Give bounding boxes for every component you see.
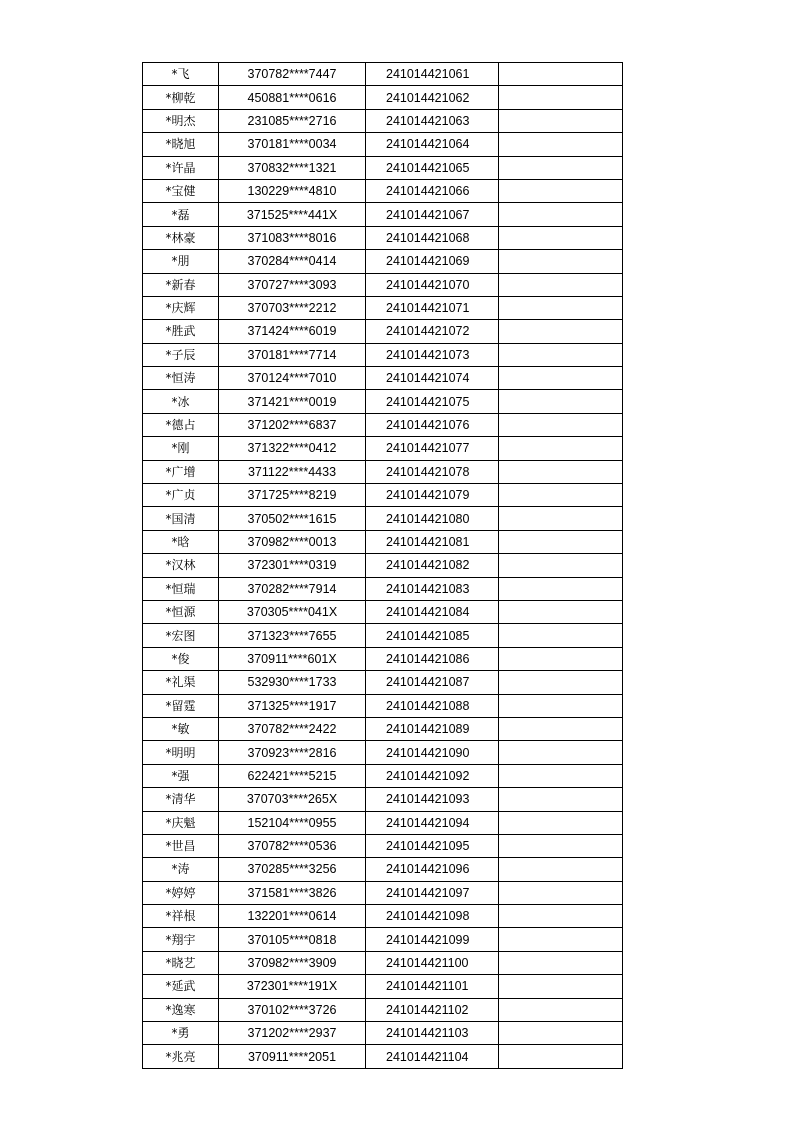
id-number-cell: 371325****1917 [219,694,366,717]
id-number-cell: 370982****0013 [219,530,366,553]
empty-cell [499,226,623,249]
registration-number-cell: 241014421069 [366,250,499,273]
name-cell: *祥根 [143,905,219,928]
id-number-cell: 372301****0319 [219,554,366,577]
id-number-cell: 371122****4433 [219,460,366,483]
empty-cell [499,647,623,670]
table-row [143,998,623,1021]
name-cell: *飞 [143,63,219,86]
empty-cell [499,203,623,226]
table-row [143,975,623,998]
registration-number-cell: 241014421076 [366,413,499,436]
table-row [143,600,623,623]
empty-cell [499,788,623,811]
name-cell: *汉林 [143,554,219,577]
table-row [143,858,623,881]
name-cell: *翔宇 [143,928,219,951]
empty-cell [499,717,623,740]
id-number-cell: 371323****7655 [219,624,366,647]
empty-cell [499,507,623,530]
registration-number-cell: 241014421075 [366,390,499,413]
empty-cell [499,63,623,86]
name-cell: *涛 [143,858,219,881]
name-cell: *国清 [143,507,219,530]
registration-number-cell: 241014421095 [366,834,499,857]
empty-cell [499,928,623,951]
id-number-cell: 532930****1733 [219,671,366,694]
registration-number-cell: 241014421087 [366,671,499,694]
registration-number-cell: 241014421077 [366,437,499,460]
registration-number-cell: 241014421065 [366,156,499,179]
empty-cell [499,273,623,296]
registration-number-cell: 241014421061 [366,63,499,86]
registration-number-cell: 241014421103 [366,1022,499,1045]
id-number-cell: 371581****3826 [219,881,366,904]
id-number-cell: 371083****8016 [219,226,366,249]
name-cell: *逸寒 [143,998,219,1021]
registration-number-cell: 241014421100 [366,951,499,974]
table-row [143,530,623,553]
empty-cell [499,343,623,366]
registration-number-cell: 241014421081 [366,530,499,553]
table-row [143,764,623,787]
empty-cell [499,460,623,483]
empty-cell [499,834,623,857]
registration-number-cell: 241014421092 [366,764,499,787]
empty-cell [499,413,623,436]
table-row [143,928,623,951]
id-number-cell: 132201****0614 [219,905,366,928]
id-number-cell: 370982****3909 [219,951,366,974]
table-row [143,179,623,202]
empty-cell [499,133,623,156]
table-row [143,413,623,436]
registration-number-cell: 241014421093 [366,788,499,811]
id-number-cell: 622421****5215 [219,764,366,787]
table-row [143,86,623,109]
name-cell: *恒涛 [143,367,219,390]
id-number-cell: 370923****2816 [219,741,366,764]
id-number-cell: 152104****0955 [219,811,366,834]
empty-cell [499,577,623,600]
empty-cell [499,858,623,881]
table-row [143,811,623,834]
table-row [143,905,623,928]
empty-cell [499,390,623,413]
id-number-cell: 370782****2422 [219,717,366,740]
name-cell: *子辰 [143,343,219,366]
name-cell: *清华 [143,788,219,811]
table-row [143,1022,623,1045]
name-cell: *婷婷 [143,881,219,904]
registration-number-cell: 241014421080 [366,507,499,530]
registration-number-cell: 241014421090 [366,741,499,764]
id-number-cell: 370727****3093 [219,273,366,296]
name-cell: *明杰 [143,109,219,132]
empty-cell [499,1022,623,1045]
registration-number-cell: 241014421070 [366,273,499,296]
empty-cell [499,975,623,998]
table-row [143,226,623,249]
id-number-cell: 370282****7914 [219,577,366,600]
table-row [143,203,623,226]
name-cell: *胜武 [143,320,219,343]
registration-number-cell: 241014421094 [366,811,499,834]
table-row [143,694,623,717]
name-cell: *许晶 [143,156,219,179]
id-number-cell: 371725****8219 [219,484,366,507]
empty-cell [499,156,623,179]
table-row [143,133,623,156]
id-number-cell: 370305****041X [219,600,366,623]
registration-number-cell: 241014421078 [366,460,499,483]
table-row [143,671,623,694]
empty-cell [499,881,623,904]
id-number-cell: 370285****3256 [219,858,366,881]
table-row [143,320,623,343]
table-row [143,109,623,132]
empty-cell [499,741,623,764]
id-number-cell: 370703****2212 [219,296,366,319]
id-number-cell: 372301****191X [219,975,366,998]
id-number-cell: 231085****2716 [219,109,366,132]
name-cell: *林豪 [143,226,219,249]
name-cell: *柳乾 [143,86,219,109]
name-cell: *恒源 [143,600,219,623]
roster-table [142,62,623,1069]
table-row [143,951,623,974]
table-row [143,834,623,857]
empty-cell [499,109,623,132]
registration-number-cell: 241014421086 [366,647,499,670]
table-row [143,296,623,319]
registration-number-cell: 241014421064 [366,133,499,156]
id-number-cell: 370832****1321 [219,156,366,179]
id-number-cell: 371202****6837 [219,413,366,436]
id-number-cell: 450881****0616 [219,86,366,109]
empty-cell [499,951,623,974]
name-cell: *恒瑞 [143,577,219,600]
table-row [143,343,623,366]
name-cell: *世昌 [143,834,219,857]
empty-cell [499,600,623,623]
id-number-cell: 370703****265X [219,788,366,811]
id-number-cell: 370911****601X [219,647,366,670]
table-row [143,250,623,273]
table-row [143,741,623,764]
table-row [143,367,623,390]
registration-number-cell: 241014421102 [366,998,499,1021]
registration-number-cell: 241014421066 [366,179,499,202]
id-number-cell: 370502****1615 [219,507,366,530]
name-cell: *刚 [143,437,219,460]
empty-cell [499,437,623,460]
name-cell: *晗 [143,530,219,553]
registration-number-cell: 241014421073 [366,343,499,366]
registration-number-cell: 241014421063 [366,109,499,132]
registration-number-cell: 241014421088 [366,694,499,717]
id-number-cell: 370181****0034 [219,133,366,156]
id-number-cell: 371421****0019 [219,390,366,413]
registration-number-cell: 241014421068 [366,226,499,249]
registration-number-cell: 241014421079 [366,484,499,507]
id-number-cell: 371202****2937 [219,1022,366,1045]
empty-cell [499,179,623,202]
id-number-cell: 370124****7010 [219,367,366,390]
name-cell: *宏图 [143,624,219,647]
table-row [143,881,623,904]
name-cell: *庆辉 [143,296,219,319]
registration-number-cell: 241014421082 [366,554,499,577]
empty-cell [499,1045,623,1068]
table-row [143,273,623,296]
id-number-cell: 370284****0414 [219,250,366,273]
table-row [143,788,623,811]
name-cell: *留霆 [143,694,219,717]
name-cell: *敏 [143,717,219,740]
name-cell: *强 [143,764,219,787]
registration-number-cell: 241014421089 [366,717,499,740]
registration-number-cell: 241014421083 [366,577,499,600]
name-cell: *明明 [143,741,219,764]
table-row [143,437,623,460]
name-cell: *广贞 [143,484,219,507]
registration-number-cell: 241014421097 [366,881,499,904]
registration-number-cell: 241014421072 [366,320,499,343]
registration-number-cell: 241014421101 [366,975,499,998]
name-cell: *庆魁 [143,811,219,834]
table-row [143,484,623,507]
empty-cell [499,367,623,390]
name-cell: *俊 [143,647,219,670]
registration-number-cell: 241014421084 [366,600,499,623]
empty-cell [499,250,623,273]
registration-number-cell: 241014421096 [366,858,499,881]
table-row [143,554,623,577]
id-number-cell: 371525****441X [219,203,366,226]
empty-cell [499,905,623,928]
empty-cell [499,671,623,694]
name-cell: *晓艺 [143,951,219,974]
name-cell: *礼渠 [143,671,219,694]
registration-number-cell: 241014421071 [366,296,499,319]
empty-cell [499,530,623,553]
table-row [143,577,623,600]
table-row [143,156,623,179]
id-number-cell: 130229****4810 [219,179,366,202]
name-cell: *晓旭 [143,133,219,156]
empty-cell [499,86,623,109]
empty-cell [499,694,623,717]
roster-table-body [143,63,623,1069]
id-number-cell: 370102****3726 [219,998,366,1021]
table-row [143,63,623,86]
registration-number-cell: 241014421062 [366,86,499,109]
name-cell: *德占 [143,413,219,436]
empty-cell [499,554,623,577]
empty-cell [499,484,623,507]
table-row [143,717,623,740]
empty-cell [499,811,623,834]
id-number-cell: 370782****7447 [219,63,366,86]
id-number-cell: 370105****0818 [219,928,366,951]
registration-number-cell: 241014421085 [366,624,499,647]
name-cell: *宝健 [143,179,219,202]
id-number-cell: 370181****7714 [219,343,366,366]
table-row [143,460,623,483]
id-number-cell: 371424****6019 [219,320,366,343]
empty-cell [499,320,623,343]
registration-number-cell: 241014421067 [366,203,499,226]
name-cell: *广增 [143,460,219,483]
name-cell: *磊 [143,203,219,226]
registration-number-cell: 241014421074 [366,367,499,390]
name-cell: *冰 [143,390,219,413]
name-cell: *朋 [143,250,219,273]
id-number-cell: 370782****0536 [219,834,366,857]
name-cell: *新春 [143,273,219,296]
table-row [143,647,623,670]
roster-table-container [142,62,623,1069]
table-row [143,1045,623,1068]
empty-cell [499,764,623,787]
name-cell: *勇 [143,1022,219,1045]
registration-number-cell: 241014421099 [366,928,499,951]
registration-number-cell: 241014421104 [366,1045,499,1068]
empty-cell [499,624,623,647]
empty-cell [499,296,623,319]
table-row [143,390,623,413]
table-row [143,507,623,530]
registration-number-cell: 241014421098 [366,905,499,928]
id-number-cell: 371322****0412 [219,437,366,460]
name-cell: *延武 [143,975,219,998]
empty-cell [499,998,623,1021]
name-cell: *兆亮 [143,1045,219,1068]
id-number-cell: 370911****2051 [219,1045,366,1068]
table-row [143,624,623,647]
